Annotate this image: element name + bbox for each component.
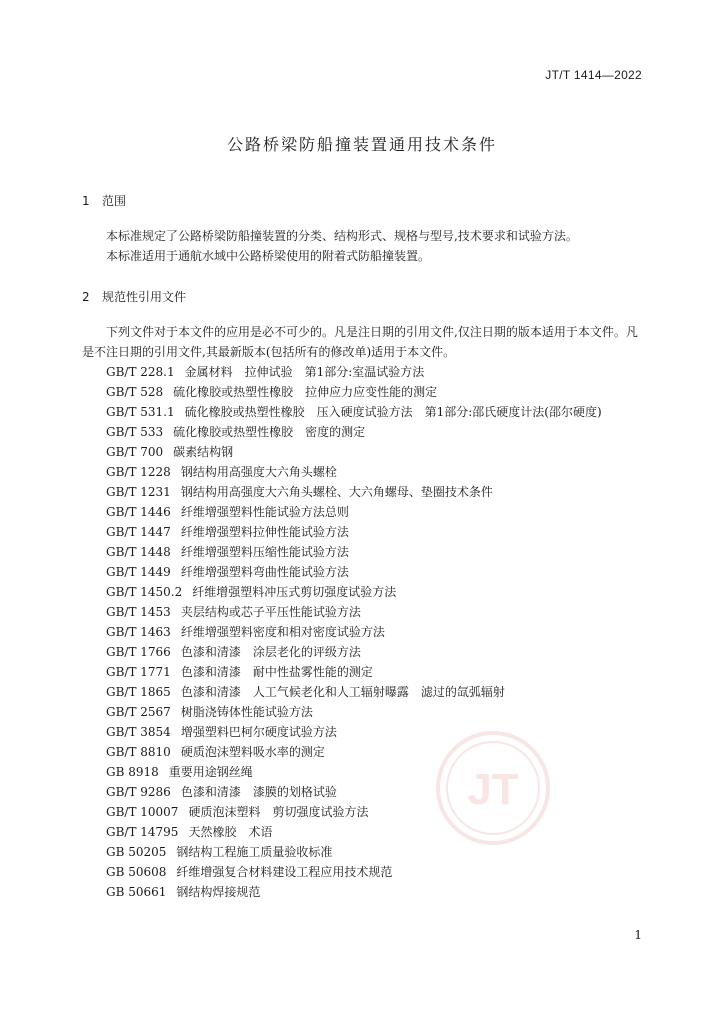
- reference-title: 金属材料 拉伸试验 第1部分:室温试验方法: [184, 365, 425, 379]
- reference-item: [82, 602, 646, 622]
- paragraph-text: 本标准规定了公路桥梁防船撞装置的分类、结构形式、规格与型号,技术要求和试验方法。: [106, 229, 578, 243]
- reference-item: [82, 482, 646, 502]
- reference-code: GB/T 1446: [106, 505, 171, 519]
- reference-code: GB/T 1771: [106, 665, 171, 679]
- reference-title: 硬质泡沫塑料 剪切强度试验方法: [188, 805, 369, 819]
- reference-item: [82, 562, 646, 582]
- reference-title: 钢结构焊接规范: [176, 885, 261, 899]
- reference-item: [82, 582, 646, 602]
- reference-list: [82, 362, 646, 902]
- reference-item: [82, 362, 646, 382]
- reference-title: 夹层结构或芯子平压性能试验方法: [180, 605, 361, 619]
- reference-title: 硬质泡沫塑料吸水率的测定: [180, 745, 325, 759]
- reference-item: [82, 782, 646, 802]
- section-heading-normative-references: [82, 288, 186, 305]
- reference-code: GB/T 9286: [106, 785, 171, 799]
- reference-item: [82, 722, 646, 742]
- reference-item: [82, 462, 646, 482]
- reference-item: [82, 702, 646, 722]
- reference-code: GB/T 1448: [106, 545, 171, 559]
- scope-paragraph-2: [82, 246, 646, 266]
- reference-title: 钢结构用高强度大六角头螺栓、大六角螺母、垫圈技术条件: [180, 485, 493, 499]
- reference-code: GB/T 1231: [106, 485, 171, 499]
- reference-title: 碳素结构钢: [173, 445, 234, 459]
- reference-title: 树脂浇铸体性能试验方法: [180, 705, 313, 719]
- reference-item: [82, 682, 646, 702]
- reference-title: 钢结构用高强度大六角头螺栓: [180, 465, 337, 479]
- reference-code: GB/T 1447: [106, 525, 171, 539]
- reference-code: GB/T 1450.2: [106, 585, 183, 599]
- reference-title: 纤维增强复合材料建设工程应用技术规范: [176, 865, 393, 879]
- reference-item: [82, 422, 646, 442]
- reference-item: [82, 502, 646, 522]
- reference-title: 纤维增强塑料弯曲性能试验方法: [180, 565, 349, 579]
- reference-title: 增强塑料巴柯尔硬度试验方法: [180, 725, 337, 739]
- jt-watermark-logo: [433, 728, 553, 848]
- reference-code: GB/T 700: [106, 445, 164, 459]
- reference-code: GB/T 533: [106, 425, 164, 439]
- reference-title: 纤维增强塑料密度和相对密度试验方法: [180, 625, 385, 639]
- paragraph-text: 本标准适用于通航水域中公路桥梁使用的附着式防船撞装置。: [106, 249, 431, 263]
- watermark-text: JT: [467, 765, 519, 814]
- page-number: 1: [634, 928, 642, 942]
- reference-code: GB/T 1449: [106, 565, 171, 579]
- reference-title: 纤维增强塑料拉伸性能试验方法: [180, 525, 349, 539]
- reference-code: GB 50661: [106, 885, 167, 899]
- reference-title: 色漆和清漆 耐中性盐雾性能的测定: [180, 665, 373, 679]
- reference-code: GB 50205: [106, 845, 167, 859]
- reference-code: GB/T 1453: [106, 605, 171, 619]
- reference-code: GB/T 228.1: [106, 365, 175, 379]
- reference-code: GB/T 1463: [106, 625, 171, 639]
- reference-code: GB/T 1865: [106, 685, 171, 699]
- references-intro: [82, 322, 646, 362]
- reference-item: [82, 822, 646, 842]
- reference-item: [82, 762, 646, 782]
- reference-title: 色漆和清漆 涂层老化的评级方法: [180, 645, 361, 659]
- reference-code: GB/T 531.1: [106, 405, 175, 419]
- reference-title: 重要用途钢丝绳: [168, 765, 253, 779]
- reference-item: [82, 882, 646, 902]
- reference-code: GB/T 1766: [106, 645, 171, 659]
- paragraph-text: 下列文件对于本文件的应用是必不可少的。凡是注日期的引用文件,仅注日期的版本适用于本文件。凡是不注日期的引用文件,其最新版本(包括所有的修改单)适用于本文件。: [82, 325, 638, 359]
- reference-item: [82, 642, 646, 662]
- reference-code: GB/T 10007: [106, 805, 179, 819]
- reference-title: 天然橡胶 术语: [188, 825, 273, 839]
- reference-item: [82, 522, 646, 542]
- reference-title: 纤维增强塑料冲压式剪切强度试验方法: [192, 585, 397, 599]
- reference-title: 纤维增强塑料性能试验方法总则: [180, 505, 349, 519]
- reference-item: [82, 662, 646, 682]
- reference-title: 硫化橡胶或热塑性橡胶 拉伸应力应变性能的测定: [173, 385, 438, 399]
- reference-code: GB/T 1228: [106, 465, 171, 479]
- reference-title: 色漆和清漆 人工气候老化和人工辐射曝露 滤过的氙弧辐射: [180, 685, 505, 699]
- reference-code: GB/T 2567: [106, 705, 171, 719]
- scope-paragraph-1: [82, 226, 646, 246]
- reference-code: GB 50608: [106, 865, 167, 879]
- reference-code: GB/T 3854: [106, 725, 171, 739]
- section-title: 规范性引用文件: [102, 290, 187, 304]
- reference-item: [82, 862, 646, 882]
- reference-item: [82, 802, 646, 822]
- reference-title: 硫化橡胶或热塑性橡胶 密度的测定: [173, 425, 366, 439]
- reference-title: 纤维增强塑料压缩性能试验方法: [180, 545, 349, 559]
- section-heading-scope: [82, 192, 126, 209]
- section-number: 1: [82, 194, 90, 208]
- reference-code: GB/T 528: [106, 385, 164, 399]
- reference-item: [82, 542, 646, 562]
- reference-item: [82, 622, 646, 642]
- reference-item: [82, 842, 646, 862]
- document-title: 公路桥梁防船撞装置通用技术条件: [226, 135, 497, 154]
- reference-item: [82, 402, 646, 422]
- reference-item: [82, 382, 646, 402]
- section-title: 范围: [102, 194, 127, 208]
- reference-title: 硫化橡胶或热塑性橡胶 压入硬度试验方法 第1部分:邵氏硬度计法(邵尔硬度): [184, 405, 602, 419]
- reference-title: 色漆和清漆 漆膜的划格试验: [180, 785, 337, 799]
- standard-code: JT/T 1414—2022: [545, 68, 642, 82]
- reference-title: 钢结构工程施工质量验收标准: [176, 845, 333, 859]
- reference-code: GB 8918: [106, 765, 159, 779]
- reference-item: [82, 442, 646, 462]
- reference-code: GB/T 8810: [106, 745, 171, 759]
- section-number: 2: [82, 290, 90, 304]
- reference-code: GB/T 14795: [106, 825, 179, 839]
- reference-item: [82, 742, 646, 762]
